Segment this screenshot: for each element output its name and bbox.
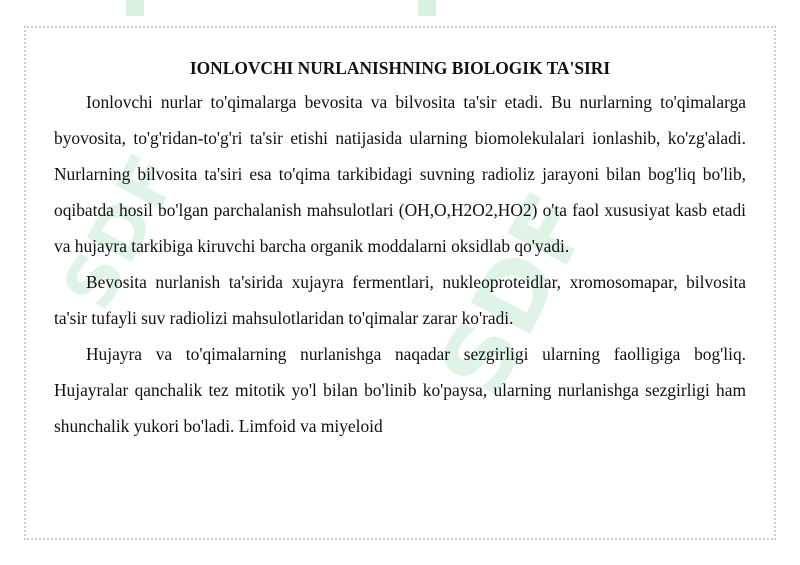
watermark-fragment — [126, 0, 144, 16]
document-title: IONLOVCHI NURLANISHNING BIOLOGIK TA'SIRI — [189, 58, 611, 78]
paragraph-2: Bevosita nurlanish ta'sirida xujayra fermentlari, nukleoproteidlar, xromosomapar, bilvosita ta'sir tufayli suv radiolizi mahsulotlaridan to'qimalar zarar ko'radi. — [54, 272, 746, 328]
watermark-fragment — [418, 0, 436, 16]
paragraph-3: Hujayra va to'qimalarning nurlanishga naqadar sezgirligi ularning faolligiga bog'liq. Hujayralar qanchalik tez mitotik yo'l bilan bo'linib ko'paysa, ularning nurlanishga sezgirligi ham shunchalik yukori bo'ladi. Limfoid va miyeloid — [54, 344, 746, 436]
watermark-logo: SDF — [46, 140, 196, 322]
document-body — [54, 52, 746, 444]
watermark-logo: SDF — [418, 175, 613, 412]
paragraph-1: Ionlovchi nurlar to'qimalarga bevosita va bilvosita ta'sir etadi. Bu nurlarning to'qimalarga byovosita, to'g'ridan-to'g'ri ta'sir etishi natijasida ularning biomolekulalari ionlashib, ko'zg'aladi. Nurlarning bilvosita ta'siri esa to'qima tarkibidagi suvning radioliz jarayoni bilan bog'liq bo'lib, oqibatda hosil bo'lgan parchalanish mahsulotlari (OH,O,H2O2,HO2) o'ta faol xususiyat kasb etadi va hujayra tarkibiga kiruvchi barcha organik moddalarni oksidlab qo'yadi. — [54, 92, 746, 256]
